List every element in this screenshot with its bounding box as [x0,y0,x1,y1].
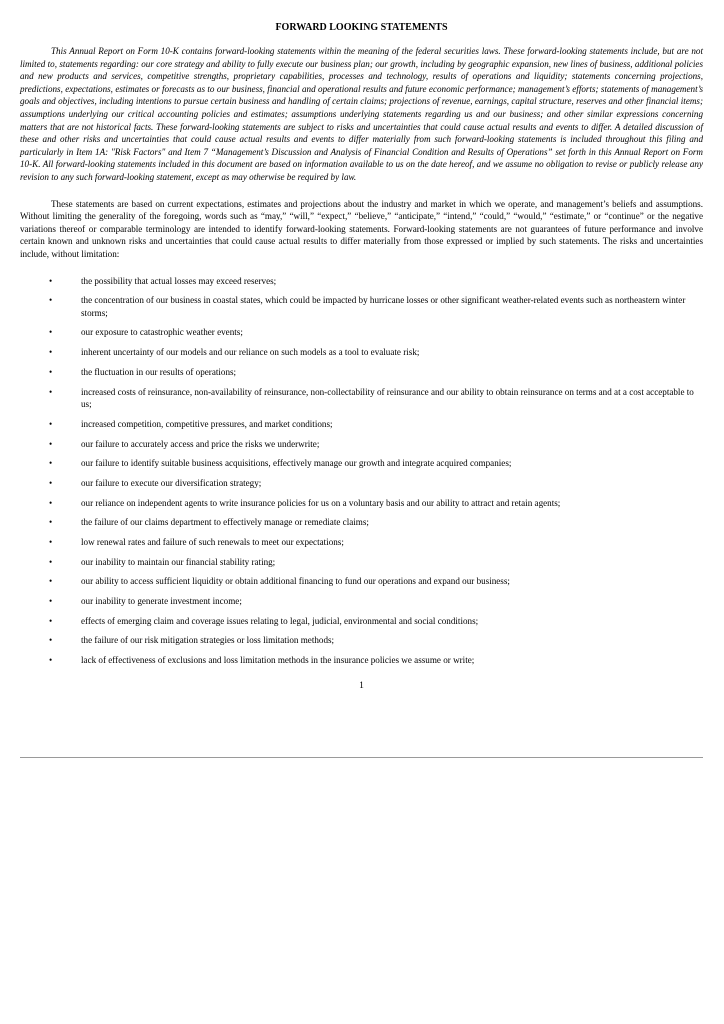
page-number: 1 [359,680,364,691]
bullet-icon: • [49,556,53,567]
risk-list-item [20,516,703,529]
risk-list-item [20,556,703,569]
risk-text: our ability to access sufficient liquidity or obtain additional financing to fund our operations and expand our business; [81,576,510,587]
risk-text: low renewal rates and failure of such renewals to meet our expectations; [81,536,344,547]
bullet-icon: • [49,347,53,358]
bullet-icon: • [49,418,53,429]
bullet-icon: • [49,295,53,306]
risk-text: lack of effectiveness of exclusions and loss limitation methods in the insurance policies we assume or write; [81,655,475,666]
risk-text: inherent uncertainty of our models and our reliance on such models as a tool to evaluate risk; [81,347,420,358]
bullet-icon: • [49,517,53,528]
bullet-icon: • [49,275,53,286]
risk-list-item [20,654,703,667]
document-page [20,21,703,692]
risk-list-item [20,634,703,647]
bullet-icon: • [49,536,53,547]
risk-list [20,275,703,667]
risk-list-item [20,418,703,431]
risk-list-item [20,595,703,608]
risk-text: increased competition, competitive pressures, and market conditions; [81,418,333,429]
risk-text: our failure to execute our diversification strategy; [81,477,262,488]
risk-list-item [20,477,703,490]
risk-text: increased costs of reinsurance, non-availability of reinsurance, non-collectability of reinsurance and our ability to obtain reinsurance on terms and at a cost acceptable to us; [81,386,694,410]
risk-text: the fluctuation in our results of operations; [81,366,237,377]
bullet-icon: • [49,327,53,338]
risk-list-item [20,386,703,411]
risk-list-item [20,346,703,359]
risk-list-item [20,575,703,588]
bullet-icon: • [49,576,53,587]
risk-list-item [20,326,703,339]
risk-text: our failure to accurately access and price the risks we underwrite; [81,438,320,449]
risk-list-item [20,615,703,628]
bullet-icon: • [49,497,53,508]
bullet-icon: • [49,366,53,377]
risk-text: our exposure to catastrophic weather events; [81,327,243,338]
bullet-icon: • [49,615,53,626]
bullet-icon: • [49,635,53,646]
risk-text: the concentration of our business in coastal states, which could be impacted by hurricane losses or other significant weather-related events such as northeastern winter storms; [81,295,686,318]
bullet-icon: • [49,655,53,666]
risk-text: our failure to identify suitable business acquisitions, effectively manage our growth and integrate acquired companies; [81,458,512,469]
risk-list-item [20,294,703,319]
risk-text: our reliance on independent agents to write insurance policies for us on a voluntary basis and our ability to attract and retain agents; [81,497,561,508]
page-divider [20,757,703,758]
risk-text: our inability to generate investment income; [81,596,242,606]
risk-text: the possibility that actual losses may exceed reserves; [81,275,277,286]
risk-text: our inability to maintain our financial stability rating; [81,556,276,567]
intro-paragraph: This Annual Report on Form 10-K contains forward-looking statements within the meaning of the federal securities laws. These forward-looking statements include, but are not limited to, statements regarding: our core strategy and ability to fully execute our business plan; our growth, including by geographic expansion, new lines of business, additional policies and new products and services, competitive strengths, proprietary capabilities, processes and technology, results of operations and liquidity; statements concerning projections, predictions, expectations, estimates or forecasts as to our business, financial and operational results and future economic performance; management’s efforts; statements of management’s goals and objectives, including intentions to pursue certain business and handling of certain claims; projections of revenue, earnings, capital structure, reserves and other financial items; assumptions underlying our critical accounting policies and estimates; assumptions underlying statements regarding us and our business; and other similar expressions concerning matters that are not historical facts. These forward-looking statements are subject to risks and uncertainties that could cause actual results and events to differ. A detailed discussion of these and other risks and uncertainties that could cause actual results and events to differ materially from such forward-looking statements is included throughout this filing and particularly in Item 1A: "Risk Factors" and Item 7 “Management’s Discussion and Analysis of Financial Condition and Results of Operations” set forth in this Annual Report on Form 10-K. All forward-looking statements included in this document are based on information available to us on the date hereof, and we assume no obligation to revise or publicly release any revision to any such forward-looking statement, except as may otherwise be required by law. [20,46,703,182]
bullet-icon: • [49,596,53,606]
risk-list-item [20,497,703,510]
page-title: FORWARD LOOKING STATEMENTS [275,22,448,33]
risk-list-item [20,536,703,549]
risk-list-item [20,438,703,451]
bullet-icon: • [49,458,53,469]
bullet-icon: • [49,386,53,397]
risk-text: the failure of our claims department to effectively manage or remediate claims; [81,517,369,528]
risk-text: effects of emerging claim and coverage issues relating to legal, judicial, environmental and social conditions; [81,615,479,626]
assumptions-paragraph: These statements are based on current expectations, estimates and projections about the industry and market in which we operate, and management’s beliefs and assumptions. Without limiting the generality of the foregoing, words such as “may,” “will,” “expect,” “believe,” “anticipate,” “intend,” “could,” “would,” “estimate,” or “continue” or the negative variations thereof or comparable terminology are intended to identify forward-looking statements. Forward-looking statements are not guarantees of future performance and involve certain known and unknown risks and uncertainties that could cause actual results to differ materially from those expressed or implied by such statements. The risks and uncertainties include, without limitation: [20,198,703,259]
risk-list-item [20,366,703,379]
bullet-icon: • [49,438,53,449]
bullet-icon: • [49,477,53,488]
risk-list-item [20,275,703,288]
risk-list-item [20,457,703,470]
risk-text: the failure of our risk mitigation strategies or loss limitation methods; [81,635,335,646]
